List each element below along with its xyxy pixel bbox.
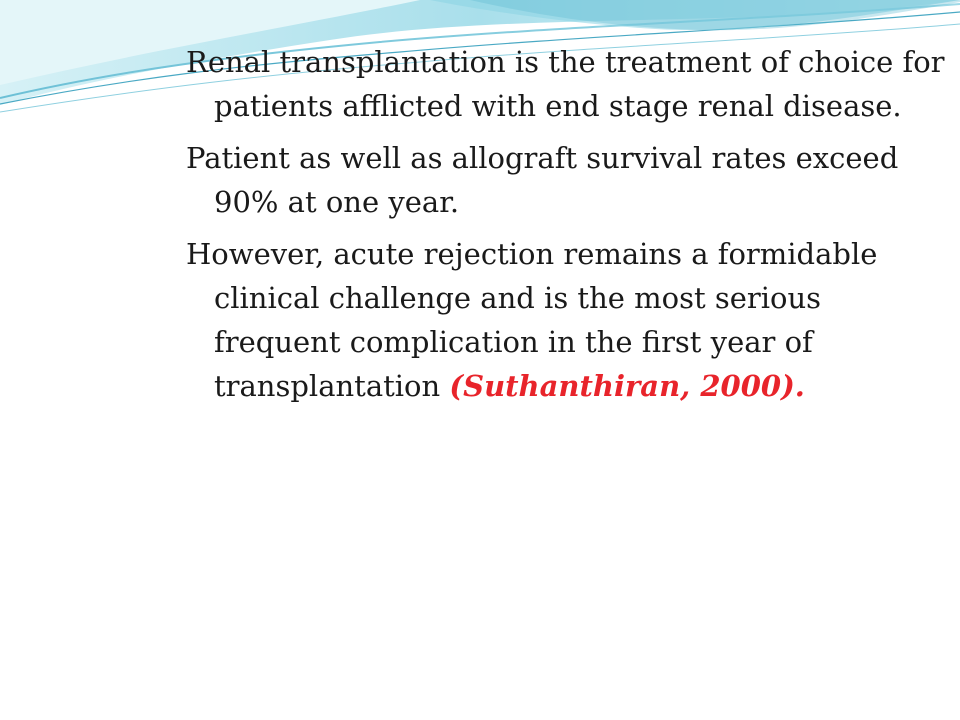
paragraph-2	[186, 136, 946, 224]
body-text	[186, 40, 946, 416]
paragraph-3-text: However, acute rejection remains a formidable clinical challenge and is the most serious frequent complication in the first year of transplantation	[186, 237, 878, 403]
paragraph-2-text: Patient as well as allograft survival rates exceed 90% at one year.	[186, 141, 899, 219]
paragraph-1-text: Renal transplantation is the treatment of choice for patients afflicted with end stage renal disease.	[186, 45, 945, 123]
paragraph-3	[186, 232, 946, 408]
citation: (Suthanthiran, 2000).	[449, 369, 805, 403]
paragraph-1	[186, 40, 946, 128]
